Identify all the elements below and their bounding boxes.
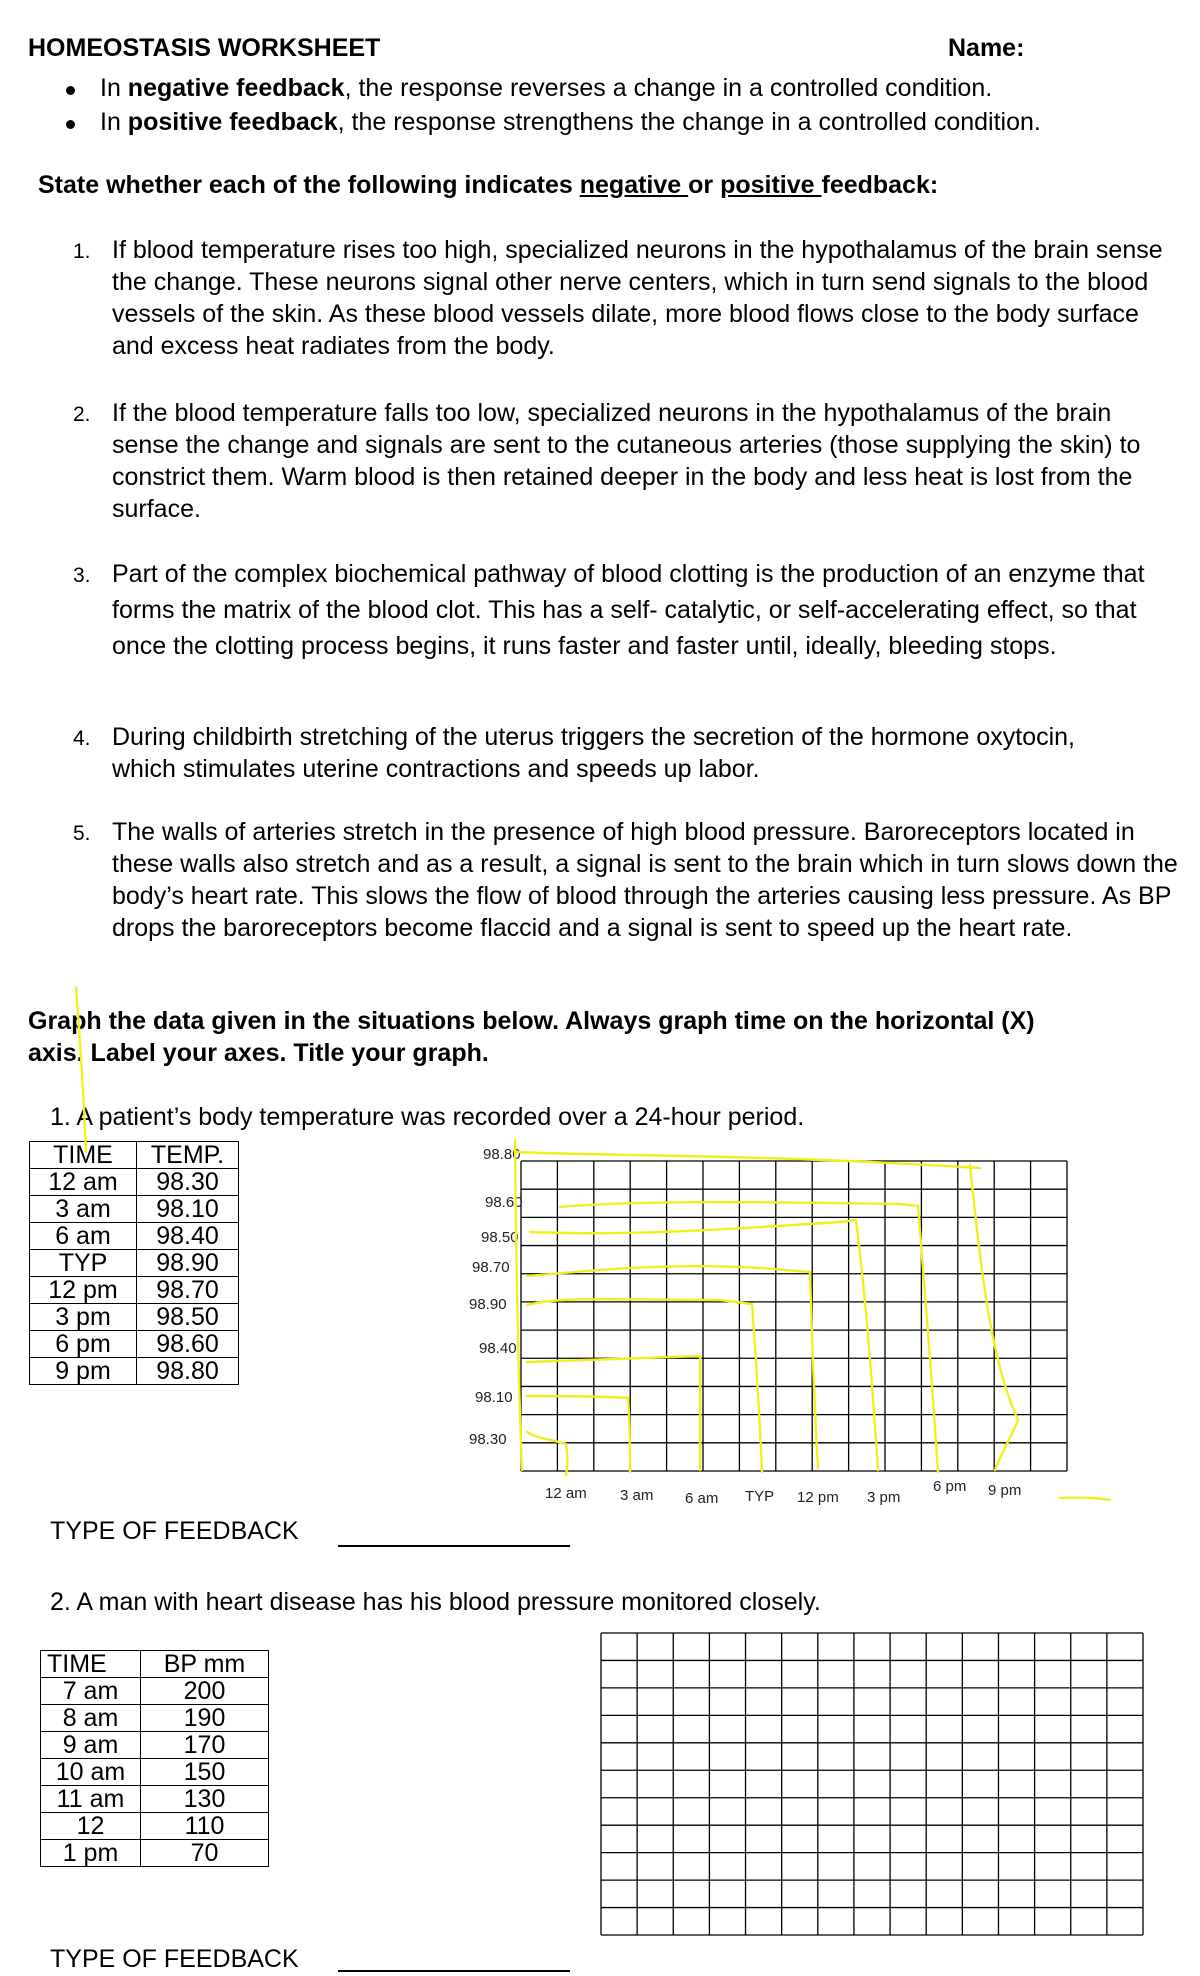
question-4-text: During childbirth stretching of the uterus triggers the secretion of the hormone oxytocin, which stimulates uterine contractions and speeds up labor. [112, 723, 1076, 783]
y-axis-label: 98.60 [485, 1194, 523, 1211]
highlight-stroke [527, 1356, 700, 1470]
situation-2-prompt: 2. A man with heart disease has his blood pressure monitored closely. [50, 1588, 821, 1616]
highlight-stroke [527, 1299, 762, 1472]
x-axis-label: 12 am [545, 1485, 587, 1502]
question-number: 5. [73, 822, 91, 845]
table-row: 11 am 130 [41, 1786, 269, 1813]
x-axis-label: 12 pm [797, 1489, 839, 1506]
table-row: 12 110 [41, 1813, 269, 1840]
question-number: 2. [73, 403, 91, 426]
table-header: TEMP. [137, 1142, 239, 1169]
table-row: 3 pm 98.50 [30, 1304, 239, 1331]
table-row: 10 am 150 [41, 1759, 269, 1786]
question-5-text: The walls of arteries stretch in the presence of high blood pressure. Baroreceptors located in these walls also stretch and as a result, a signal is sent to the brain which in turn slows down the body’s heart rate. This slows the flow of blood through the arteries causing less pressure. As BP drops the baroreceptors become flaccid and a signal is sent to speed up the heart rate. [112, 818, 1178, 942]
table-row: 8 am 190 [41, 1705, 269, 1732]
highlight-stroke [527, 1396, 630, 1472]
y-axis-label: 98.70 [472, 1259, 510, 1276]
feedback-label-1: TYPE OF FEEDBACK [50, 1517, 299, 1545]
x-axis-label: 6 am [685, 1490, 719, 1507]
y-axis-label: 98.50 [481, 1229, 519, 1246]
question-3-text: Part of the complex biochemical pathway of blood clotting is the production of an enzyme that forms the matrix of the blood clot. This has a self- catalytic, or self-accelerating effect, so that once the clotting process begins, it runs faster and faster until, ideally, bleeding stops. [112, 560, 1145, 660]
highlight-stroke [527, 1266, 818, 1468]
feedback-answer-1[interactable] [338, 1545, 570, 1547]
feedback-answer-2[interactable] [338, 1970, 570, 1972]
name-label: Name: [948, 34, 1025, 62]
table-row: TYP 98.90 [30, 1250, 239, 1277]
situation-1-prompt: 1. A patient’s body temperature was recorded over a 24-hour period. [50, 1103, 805, 1131]
table-row: 6 pm 98.60 [30, 1331, 239, 1358]
question-number: 1. [73, 240, 91, 263]
highlight-stroke [1060, 1498, 1110, 1500]
table-row: 9 am 170 [41, 1732, 269, 1759]
highlight-stroke [970, 1165, 1018, 1470]
blood-pressure-table [40, 1650, 269, 1867]
definition-negative: In negative feedback, the response reverses a change in a controlled condition. [100, 74, 993, 102]
table-row: 6 am 98.40 [30, 1223, 239, 1250]
highlight-stroke [515, 1152, 980, 1168]
table-header: BP mm [141, 1651, 269, 1678]
highlight-stroke [76, 987, 86, 1152]
highlight-stroke [560, 1202, 938, 1472]
y-axis-label: 98.90 [469, 1296, 507, 1313]
question-number: 3. [73, 564, 91, 587]
x-axis-label: 3 am [620, 1487, 654, 1504]
question-number: 4. [73, 727, 91, 750]
table-row: 7 am 200 [41, 1678, 269, 1705]
instructions: State whether each of the following indicates negative or positive feedback: [38, 171, 939, 199]
table-header: TIME [41, 1651, 141, 1678]
highlight-stroke [515, 1140, 522, 1470]
table-row: 3 am 98.10 [30, 1196, 239, 1223]
table-row: 1 pm 70 [41, 1840, 269, 1867]
x-axis-label: TYP [745, 1488, 775, 1505]
question-1-text: If blood temperature rises too high, specialized neurons in the hypothalamus of the brain sense the change. These neurons signal other nerve centers, which in turn send signals to the blood vessels of the skin. As these blood vessels dilate, more blood flows close to the body surface and excess heat radiates from the body. [112, 236, 1163, 360]
worksheet-title: HOMEOSTASIS WORKSHEET [28, 34, 381, 62]
x-axis-label: 9 pm [988, 1482, 1022, 1499]
graph-instructions-line2: axis. Label your axes. Title your graph. [28, 1039, 489, 1067]
table-header: TIME [30, 1142, 137, 1169]
definition-positive: In positive feedback, the response strengthens the change in a controlled condition. [100, 108, 1041, 136]
y-axis-label: 98.80 [483, 1146, 521, 1163]
y-axis-label: 98.40 [479, 1340, 517, 1357]
feedback-label-2: TYPE OF FEEDBACK [50, 1945, 299, 1973]
question-2-text: If the blood temperature falls too low, specialized neurons in the hypothalamus of the brain sense the change and signals are sent to the cutaneous arteries (those supplying the skin) to constrict them. Warm blood is then retained deeper in the body and less heat is lost from the surface. [112, 399, 1141, 523]
table-row: 9 pm 98.80 [30, 1358, 239, 1385]
y-axis-label: 98.30 [469, 1431, 507, 1448]
table-row: 12 pm 98.70 [30, 1277, 239, 1304]
x-axis-label: 6 pm [933, 1478, 967, 1495]
table-row: 12 am 98.30 [30, 1169, 239, 1196]
highlight-stroke [527, 1432, 568, 1475]
x-axis-label: 3 pm [867, 1489, 901, 1506]
highlight-stroke [530, 1220, 878, 1470]
y-axis-label: 98.10 [475, 1389, 513, 1406]
graph-grid-2[interactable] [600, 1632, 1144, 1936]
graph-instructions-line1: Graph the data given in the situations below. Always graph time on the horizontal (X) [28, 1007, 1035, 1035]
